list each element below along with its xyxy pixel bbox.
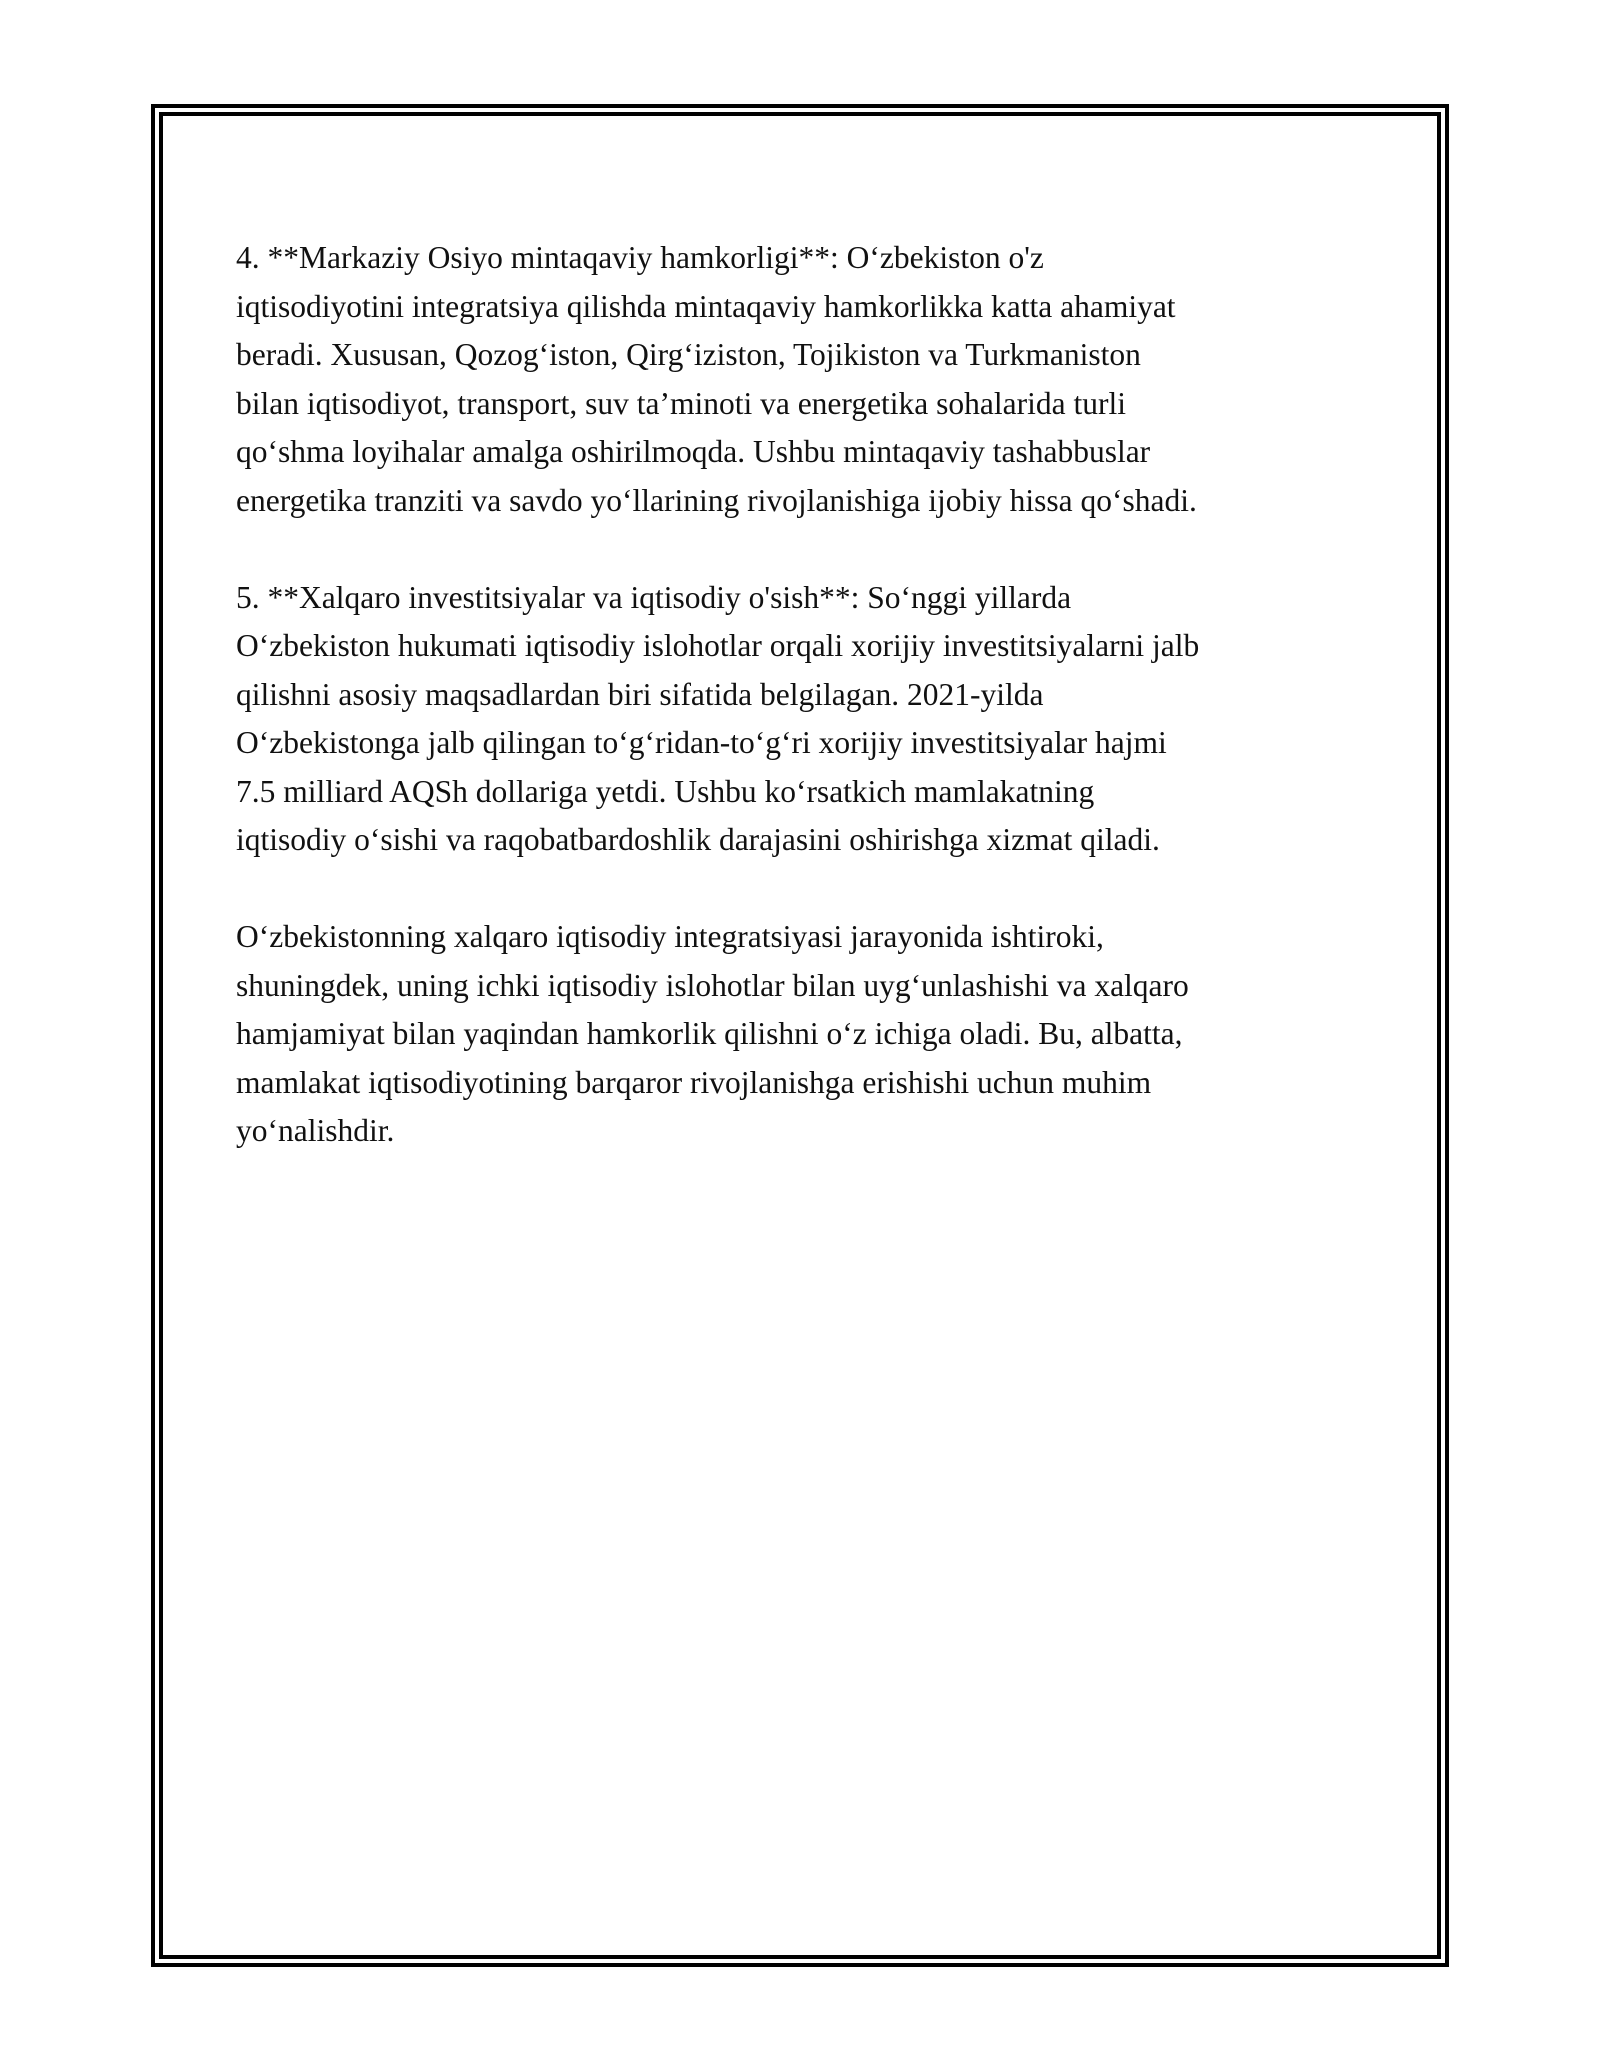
paragraph-international-investment: 5. **Xalqaro investitsiyalar va iqtisodiy o'sish**: So‘nggi yillarda O‘zbekiston hukumati iqtisodiy islohotlar orqali xorijiy investitsiyalarni jalb qilishni asosiy maqsadlardan biri sifatida belgilagan. 2021-yilda O‘zbekistonga jalb qilingan to‘g‘ridan-to‘g‘ri xorijiy investitsiyalar hajmi 7.5 milliard AQSh dollariga yetdi. Ushbu ko‘rsatkich mamlakatning iqtisodiy o‘sishi va raqobatbardoshlik darajasini oshirishga xizmat qiladi. [236,579,1200,857]
document-body [236,234,1366,1204]
paragraph-regional-cooperation: 4. **Markaziy Osiyo mintaqaviy hamkorligi**: O‘zbekiston o'z iqtisodiyotini integratsiya qilishda mintaqaviy hamkorlikka katta ahamiyat beradi. Xususan, Qozog‘iston, Qirg‘iziston, Tojikiston va Turkmaniston bilan iqtisodiyot, transport, suv ta’minoti va energetika sohalarida turli qo‘shma loyihalar amalga oshirilmoqda. Ushbu mintaqaviy tashabbuslar energetika tranziti va savdo yo‘llarining rivojlanishiga ijobiy hissa qo‘shadi. [236,240,1197,518]
paragraph-conclusion: O‘zbekistonning xalqaro iqtisodiy integratsiyasi jarayonida ishtiroki, shuningdek, uning ichki iqtisodiy islohotlar bilan uyg‘unlashishi va xalqaro hamjamiyat bilan yaqindan hamkorlik qilishni o‘z ichiga oladi. Bu, albatta, mamlakat iqtisodiyotining barqaror rivojlanishga erishishi uchun muhim yo‘nalishdir. [236,919,1189,1148]
